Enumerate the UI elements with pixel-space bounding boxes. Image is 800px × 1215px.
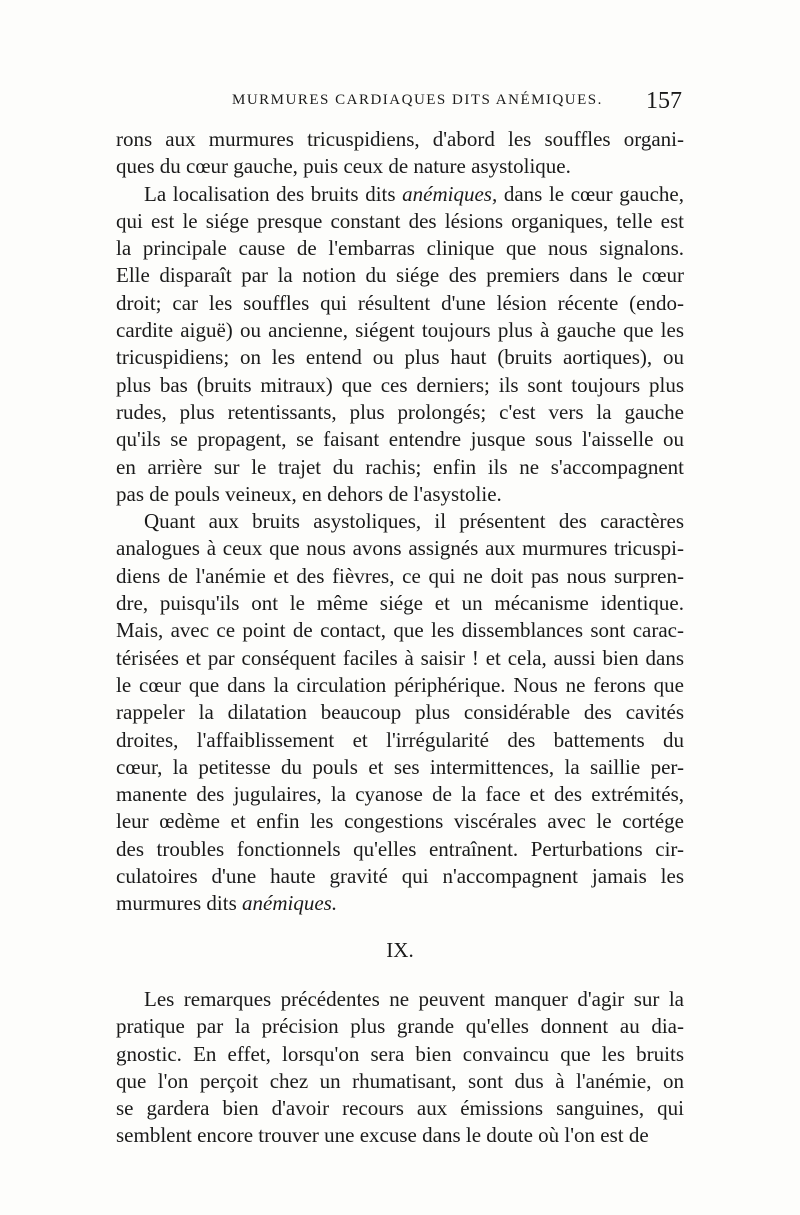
text-line: qu'ils se propagent, se faisant entendre jusque sous l'aisselle ou: [116, 427, 684, 452]
body-text-continued: [116, 986, 684, 1150]
text-line: cœur, la petitesse du pouls et ses intermittences, la saillie per-: [116, 754, 684, 779]
text-line: murmures dits anémiques.: [116, 891, 338, 916]
text-line: semblent encore trouver une excuse dans le doute où l'on est de: [116, 1123, 649, 1148]
text-line: rons aux murmures tricuspidiens, d'abord les souffles organi-: [116, 127, 684, 151]
running-title: MURMURES CARDIAQUES DITS ANÉMIQUES.: [232, 92, 603, 108]
text-line: plus bas (bruits mitraux) que ces derniers; ils sont toujours plus: [116, 372, 684, 397]
text-line: Quant aux bruits asystoliques, il présentent des caractères: [144, 509, 684, 534]
text-line: La localisation des bruits dits anémiques, dans le cœur gauche,: [144, 181, 684, 206]
page-number: 157: [646, 88, 682, 114]
text-line: tricuspidiens; on les entend ou plus haut (bruits aortiques), ou: [116, 345, 684, 370]
section-number: IX.: [386, 938, 414, 962]
text-line: dre, puisqu'ils ont le même siége et un mécanisme identique.: [116, 591, 684, 616]
text-line: Les remarques précédentes ne peuvent manquer d'agir sur la: [144, 987, 684, 1011]
text-line: leur œdème et enfin les congestions viscérales avec le cortége: [116, 809, 684, 834]
text-line: que l'on perçoit chez un rhumatisant, sont dus à l'anémie, on: [116, 1068, 684, 1093]
text-line: térisées et par conséquent faciles à saisir ! et cela, aussi bien dans: [116, 645, 684, 670]
text-line: pratique par la précision plus grande qu'elles donnent au dia-: [116, 1014, 684, 1039]
text-line: rappeler la dilatation beaucoup plus considérable des cavités: [116, 700, 684, 725]
text-line: pas de pouls veineux, en dehors de l'asystolie.: [116, 481, 502, 506]
text-line: des troubles fonctionnels qu'elles entraînent. Perturbations cir-: [116, 836, 684, 861]
text-line: se gardera bien d'avoir recours aux émissions sanguines, qui: [116, 1096, 684, 1121]
text-line: analogues à ceux que nous avons assignés aux murmures tricuspi-: [116, 536, 684, 561]
text-line: Elle disparaît par la notion du siége des premiers dans le cœur: [116, 263, 684, 288]
text-line: la principale cause de l'embarras clinique que nous signalons.: [116, 236, 684, 261]
text-line: le cœur que dans la circulation périphérique. Nous ne ferons que: [116, 672, 684, 697]
text-line: cardite aiguë) ou ancienne, siégent toujours plus à gauche que les: [116, 318, 684, 343]
text-line: droit; car les souffles qui résultent d'une lésion récente (endo-: [116, 290, 684, 315]
text-line: manente des jugulaires, la cyanose de la face et des extrémités,: [116, 782, 684, 807]
body-text: [116, 126, 684, 918]
text-line: ques du cœur gauche, puis ceux de nature asystolique.: [116, 154, 571, 179]
running-head: [116, 88, 682, 116]
text-line: gnostic. En effet, lorsqu'on sera bien convaincu que les bruits: [116, 1041, 684, 1066]
text-line: culatoires d'une haute gravité qui n'accompagnent jamais les: [116, 864, 684, 889]
text-line: diens de l'anémie et des fièvres, ce qui ne doit pas nous surpren-: [116, 563, 684, 588]
text-line: rudes, plus retentissants, plus prolongés; c'est vers la gauche: [116, 399, 684, 424]
text-line: droites, l'affaiblissement et l'irrégularité des battements du: [116, 727, 684, 752]
text-line: qui est le siége presque constant des lésions organiques, telle est: [116, 208, 684, 233]
text-line: Mais, avec ce point de contact, que les dissemblances sont carac-: [116, 618, 684, 643]
text-line: en arrière sur le trajet du rachis; enfin ils ne s'accompagnent: [116, 454, 684, 479]
